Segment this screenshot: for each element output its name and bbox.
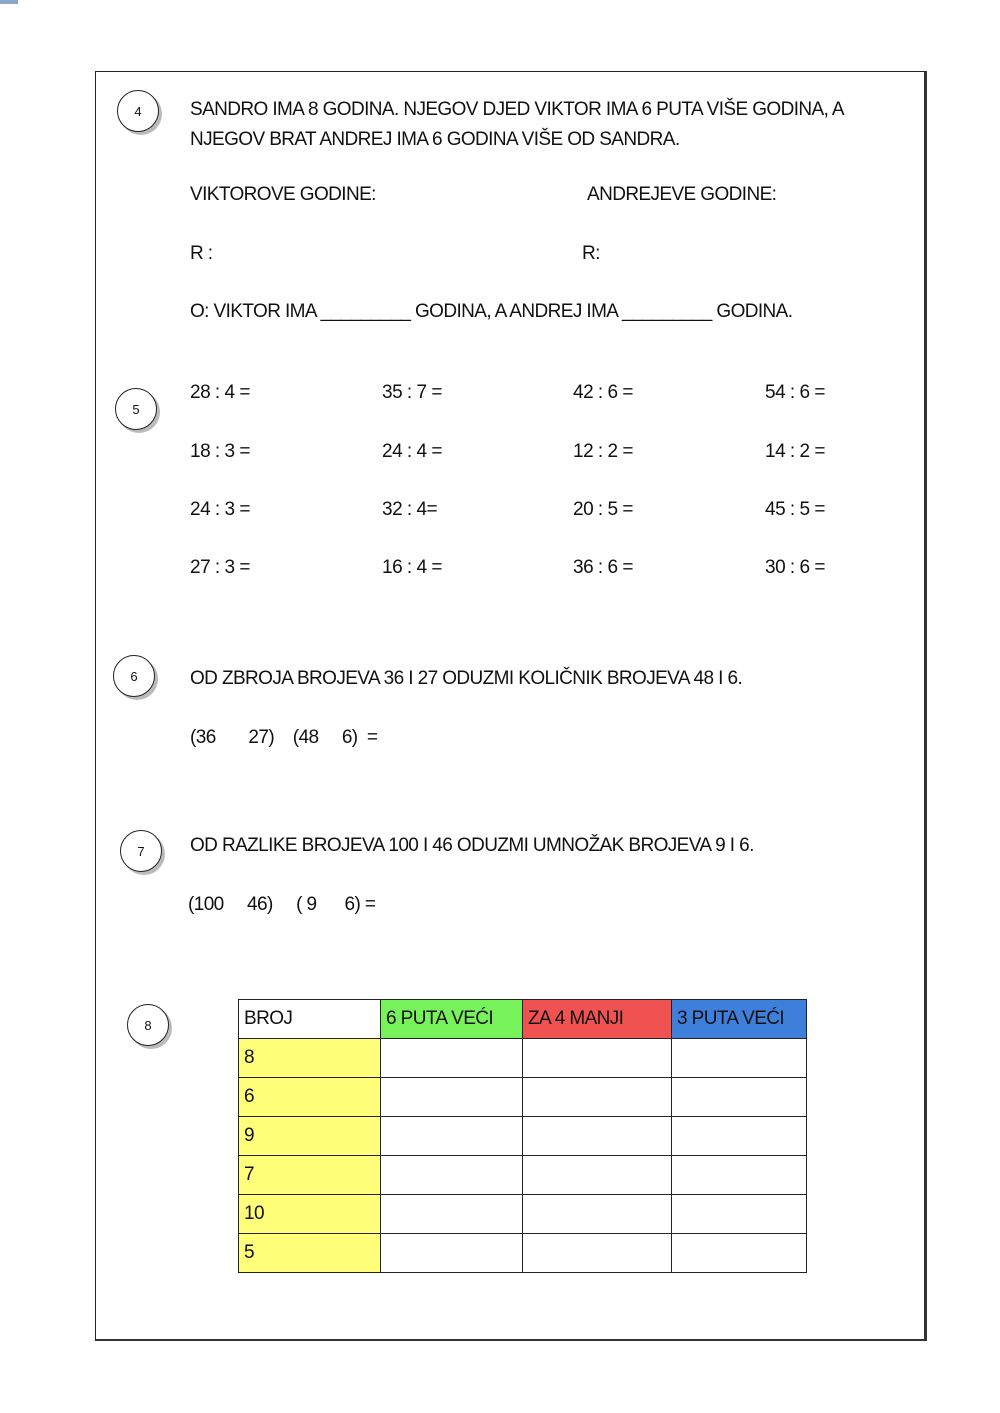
task-number-6: 6	[113, 655, 155, 697]
task4-r-right: R:	[582, 243, 600, 264]
task-number-4: 4	[117, 90, 159, 132]
answer-cell[interactable]	[672, 1234, 807, 1273]
multiplication-table	[238, 999, 807, 1273]
division-problem: 14 : 2 =	[765, 441, 825, 462]
division-problem: 36 : 6 =	[573, 557, 633, 578]
task6-text: OD ZBROJA BROJEVA 36 I 27 ODUZMI KOLIČNIK BROJEVA 48 I 6.	[190, 668, 743, 689]
answer-cell[interactable]	[523, 1234, 672, 1273]
task7-text: OD RAZLIKE BROJEVA 100 I 46 ODUZMI UMNOŽAK BROJEVA 9 I 6.	[190, 835, 754, 856]
task6-expression: (36 27) (48 6) =	[190, 727, 378, 748]
answer-cell[interactable]	[381, 1195, 523, 1234]
answer-cell[interactable]	[523, 1039, 672, 1078]
answer-cell[interactable]	[381, 1117, 523, 1156]
row-number: 10	[239, 1195, 381, 1234]
answer-cell[interactable]	[381, 1234, 523, 1273]
task7-expression: (100 46) ( 9 6) =	[188, 894, 376, 915]
column-header: ZA 4 MANJI	[523, 1000, 672, 1039]
task-number-5: 5	[115, 388, 157, 430]
division-problem: 18 : 3 =	[190, 441, 250, 462]
answer-cell[interactable]	[672, 1117, 807, 1156]
table-row	[239, 1195, 807, 1234]
answer-cell[interactable]	[523, 1156, 672, 1195]
division-problem: 20 : 5 =	[573, 499, 633, 520]
task4-left-label: VIKTOROVE GODINE:	[190, 184, 376, 205]
corner-thumbnail	[0, 0, 18, 4]
column-header: BROJ	[239, 1000, 381, 1039]
task4-right-label: ANDREJEVE GODINE:	[587, 184, 777, 205]
division-problem: 28 : 4 =	[190, 382, 250, 403]
division-problem: 42 : 6 =	[573, 382, 633, 403]
division-problem: 24 : 3 =	[190, 499, 250, 520]
task-number-8: 8	[127, 1004, 169, 1046]
task4-text: SANDRO IMA 8 GODINA. NJEGOV DJED VIKTOR IMA 6 PUTA VIŠE GODINA, A NJEGOV BRAT ANDREJ IMA 6 GODINA VIŠE OD SANDRA.	[190, 99, 843, 150]
column-header: 3 PUTA VEĆI	[672, 1000, 807, 1039]
answer-cell[interactable]	[672, 1039, 807, 1078]
table-header-row	[239, 1000, 807, 1039]
division-problem: 30 : 6 =	[765, 557, 825, 578]
row-number: 6	[239, 1078, 381, 1117]
division-problem: 35 : 7 =	[382, 382, 442, 403]
answer-cell[interactable]	[672, 1078, 807, 1117]
table-row	[239, 1117, 807, 1156]
answer-cell[interactable]	[672, 1156, 807, 1195]
answer-cell[interactable]	[523, 1195, 672, 1234]
division-problem: 27 : 3 =	[190, 557, 250, 578]
answer-cell[interactable]	[672, 1195, 807, 1234]
answer-cell[interactable]	[381, 1078, 523, 1117]
row-number: 5	[239, 1234, 381, 1273]
division-problem: 32 : 4=	[382, 499, 438, 520]
division-problem: 45 : 5 =	[765, 499, 825, 520]
answer-cell[interactable]	[381, 1156, 523, 1195]
row-number: 9	[239, 1117, 381, 1156]
division-problem: 54 : 6 =	[765, 382, 825, 403]
row-number: 8	[239, 1039, 381, 1078]
task-number-7: 7	[120, 830, 162, 872]
answer-cell[interactable]	[523, 1117, 672, 1156]
answer-cell[interactable]	[523, 1078, 672, 1117]
table-row	[239, 1078, 807, 1117]
division-problem: 12 : 2 =	[573, 441, 633, 462]
column-header: 6 PUTA VEĆI	[381, 1000, 523, 1039]
task4-answer: O: VIKTOR IMA _________ GODINA, A ANDREJ IMA _________ GODINA.	[190, 301, 793, 322]
answer-cell[interactable]	[381, 1039, 523, 1078]
task4-r-left: R :	[190, 243, 213, 264]
table-row	[239, 1156, 807, 1195]
division-problem: 16 : 4 =	[382, 557, 442, 578]
division-problem: 24 : 4 =	[382, 441, 442, 462]
row-number: 7	[239, 1156, 381, 1195]
table-row	[239, 1039, 807, 1078]
table-row	[239, 1234, 807, 1273]
